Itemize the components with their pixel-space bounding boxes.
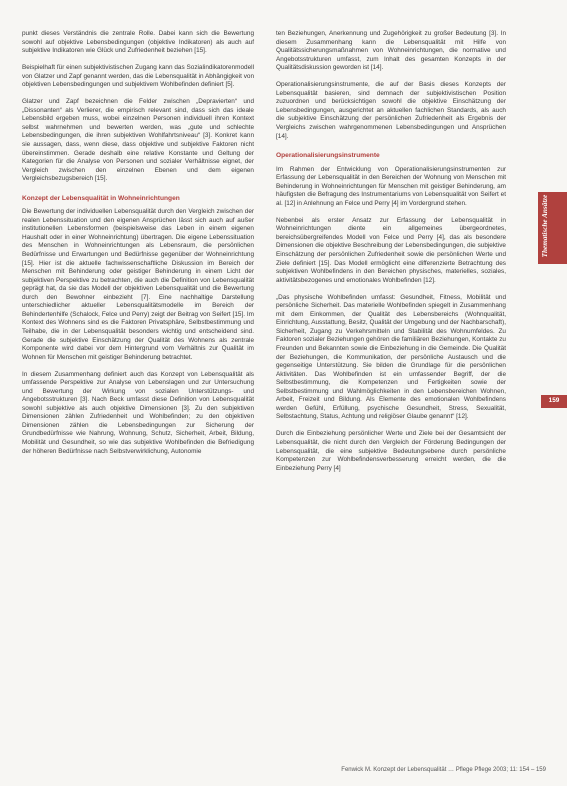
paragraph: Durch die Einbeziehung persönlicher Werte und Ziele bei der Gesamtsicht der Lebensqualität, die nicht durch den Vergleich der Förderung Bedingungen der Lebensqualität, die eine subjektive Bedeutungsebene durch persönliche Kompetenzen zur Wohlbefindensverbesserung erreicht werden, die die Einbeziehung Perry [4] [276, 430, 506, 472]
section-heading: Konzept der Lebensqualität in Wohneinrichtungen [22, 194, 180, 202]
section-heading: Operationalisierungsinstrumente [276, 152, 380, 160]
section-tab-label: Thematische Ansätze [541, 194, 549, 258]
left-column [22, 30, 254, 465]
paragraph: Operationalisierungsinstrumente, die auf der Basis dieses Konzepts der Lebensqualität basieren, sind demnach der subjektivistischen Position zuzuordnen und berücksichtigen sowohl die objektive Einschätzung der Lebensbedingungen, ausgerichtet an aktuellen fachlichen Standards, als auch die subjektive Einschätzung der persönlichen Zufriedenheit als Ergebnis der Vergleichs zwischen wahrgenommenen Lebensbedingungen und Ansprüchen [14]. [276, 81, 506, 140]
quote-paragraph: „Das physische Wohlbefinden umfasst: Gesundheit, Fitness, Mobilität und persönliche Sicherheit. Das materielle Wohlbefinden spiegelt in Zusammenhang mit dem Einkommen, der Qualität des Lebensbereichs (Wohnqualität, Einrichtung, Ausstattung, Besitz, Qualität der Umgebung und der Nachbarschaft), Sicherheit, Zugang zu Verkehrsmitteln und Stabilität des Wohnumfeldes. Zu Faktoren sozialer Beziehungen gehören die familiären Beziehungen, Kontakte zu Freunden und Bekannten sowie die Einbeziehung in die Gemeinde. Die Qualität der Beziehungen, die Kommunikation, der persönliche Austausch und die gegenseitige Unterstützung. Sie bilden die Grundlage für die persönlichen Aktivitäten. Das Wohlbefinden ist ein umfassender Begriff, der die Selbstbestimmung, die Kompetenzen und Fertigkeiten sowie der Selbstbestimmung und Wahlmöglichkeiten in den Lebensbereichen Wohnen, Arbeit, Freizeit und Bildung. Als Elemente des emotionalen Wohlbefindens werden Gefühl, Erfüllung, psychische Gesundheit, Stress, Sexualität, Selbstachtung, Status, Achtung und religiöser Glaube genannt“ [12]. [276, 293, 506, 421]
paragraph: Nebenbei als erster Ansatz zur Erfassung der Lebensqualität in Wohneinrichtungen diente ein allgemeines übergeordnetes, bereichsübergreifendes Modell von Felce und Perry [4], das als besondere Dimensionen die objektive Beschreibung der Lebensbedingungen, die subjektive Einschätzung der persönlichen Zufriedenheit sowie die persönlichen Werte und Ziele definiert [15]. Das Modell ermöglicht eine differenzierte Betrachtung des subjektiven Wohlbefindens in den Bereichen physisches, materielles, soziales, aktivitätsbezogenes und emotionales Wohlbefinden [12]. [276, 216, 506, 284]
paragraph: Im Rahmen der Entwicklung von Operationalisierungsinstrumenten zur Erfassung der Lebensqualität in den Bereichen der Wohnung von Menschen mit Behinderung in Wohneinrichtungen für Menschen mit geistiger Behinderung, am häufigsten die Befragung des Instrumentariums von Lebensqualität von Seifert et al. [12] in Anlehnung an Felce und Perry [4] im Vordergrund stehen. [276, 165, 506, 207]
running-footer: Fenwick M. Konzept der Lebensqualität … Pflege Pflege 2003; 11: 154 – 159 [341, 767, 546, 773]
paragraph: Die Bewertung der individuellen Lebensqualität durch den Vergleich zwischen der realen Lebenssituation und den eigenen Ansprüchen lässt sich auch auf außer institutionellen Lebensformen (beispielsweise das Leben in einem eigenen Haushalt oder in einer Wohneinrichtung) übertragen. Die eigene Lebenssituation des Menschen in Wohneinrichtungen als Lebensraum, die persönlichen Bedürfnisse und Erwartungen und Bedürfnisse gegenüber der Wohneinrichtung [15]. Hier ist die aktuelle fachwissenschaftliche Diskussion im Bereich der Menschen mit Behinderung oder geistiger Behinderung in einem Licht der subjektiven Perspektive zu betrachten, die auch die Definition von Lebensqualität geprägt hat, da sie das Modell der objektiven Lebensqualität und die Bewertung durch den Bewohner einbezieht [7]. Eine nachhaltige Darstellung unterschiedlicher aktueller Lebensqualitätsmodelle im Bereich der Behindertenhilfe (Schalock, Felce und Perry) zeigt der Beitrag von Seifert [15]. Im Kontext des Wohnens sind es die Faktoren Privatsphäre, Selbstbestimmung und Teilhabe, die in der Lebensqualität besonders wichtig und entscheidend sind. Gerade die subjektive Einschätzung der Qualität des Wohnens als zentrale Komponente wird dabei vor dem Hintergrund vom Verhältnis zur Qualität im Wohnen für Menschen mit geistiger Behinderung betrachtet. [22, 208, 254, 361]
paragraph: ten Beziehungen, Anerkennung und Zugehörigkeit zu großer Bedeutung [3]. In diesem Zusammenhang kann die Lebensqualität mit Hilfe von Qualitätssicherungsmaßnahmen von Wohneinrichtungen, die normative und Angebotsstrukturen umfasst, zum Inhalt des gesamten Konzepts in der Qualitätsdiskussion geworden ist [14]. [276, 30, 506, 72]
right-column [276, 30, 506, 482]
paragraph: Glatzer und Zapf bezeichnen die Felder zwischen „Depravierten“ und „Dissonanten“ als Verlierer, die empirisch relevant sind, dass sich das ideale Lebensbild ergeben muss, wobei einzelnen Personen individuell ihren Kontext selbst wahrnehmen und bewerten werden, was „gute und schlechte Lebensbedingungen, die ihren subjektiven Wohlfahrtsniveau“ [3]. Konkret kann sie aussagen, dass, wenn diese, dass objektive und subjektive Faktoren nicht übereinstimmen. Gerade deshalb eine relative Konstante und Geltung der Kategorien für die Analyse von Personen und sozialer Verhältnisse eignet, der Vergleich zwischen den einzelnen Ebenen und dem eigenen Vergleichsbezugsbereich [15]. [22, 98, 254, 183]
paragraph: punkt dieses Verständnis die zentrale Rolle. Dabei kann sich die Bewertung sowohl auf objektive Lebensbedingungen (objektive Indikatoren) als auch auf subjektive Indikatoren wie Glück und Zufriedenheit beziehen [15]. [22, 30, 254, 55]
page-number: 159 [548, 397, 560, 404]
paragraph: Beispielhaft für einen subjektivistischen Zugang kann das Sozialindikatorenmodell von Glatzer und Zapf genannt werden, das die Lebensqualität in Abhängigkeit von objektiven Lebensbedingungen und subjektivem Wohlbefinden definiert [5]. [22, 64, 255, 89]
paragraph: In diesem Zusammenhang definiert auch das Konzept von Lebensqualität als umfassende Perspektive zur Analyse von Lebenslagen und zur Untersuchung und Bewertung der Wirkung von sozialen Unterstützungs- und Angebotsstrukturen [3]. Nach Beck umfasst diese Definition von Lebensqualität sowohl subjektive als auch objektive Dimensionen [3]. Zu den subjektiven Dimensionen zählen Zufriedenheit und Wohlbefinden; zu den objektiven Dimensionen zählen die Lebensbedingungen zur Sicherung der Grundbedürfnisse wie Nahrung, Wohnung, Schutz, Sicherheit, Arbeit, Bildung, Mobilität und Gesundheit, so wie das subjektive Wohlbefinden die Befriedigung der höheren Bedürfnisse nach Selbstverwirklichung, Autonomie [22, 370, 254, 455]
